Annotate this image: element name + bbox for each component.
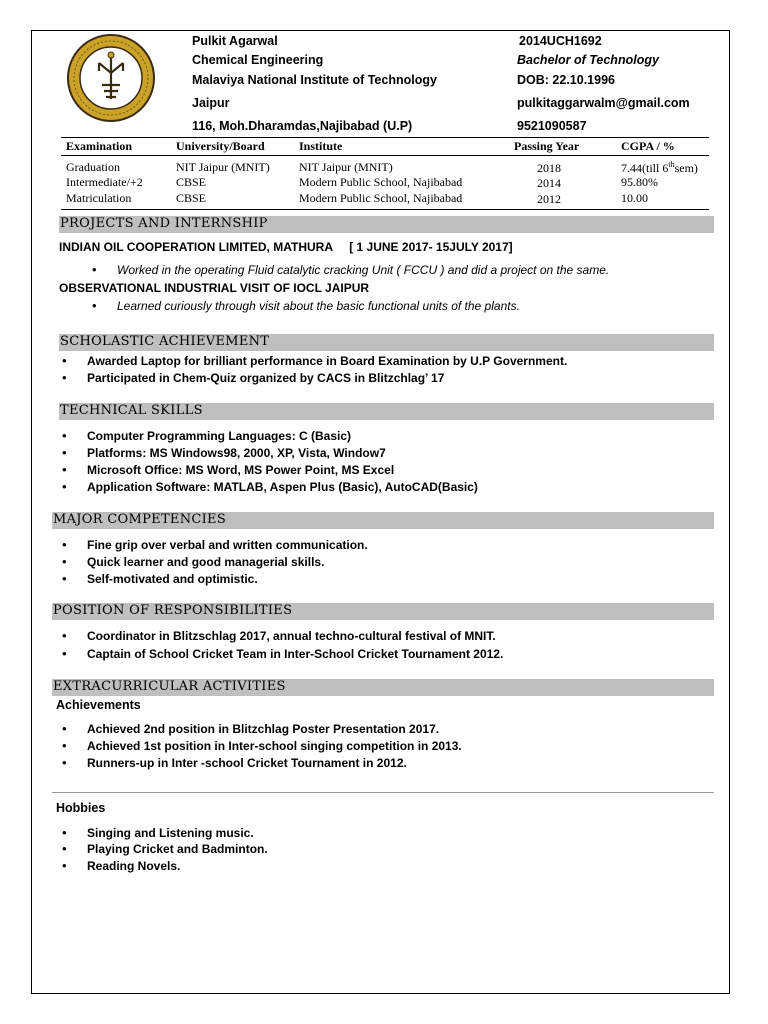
col-institute: Institute <box>299 139 343 153</box>
section-title-extracurricular: EXTRACURRICULAR ACTIVITIES <box>53 679 286 694</box>
cell-exam: Matriculation <box>66 191 132 205</box>
project-heading-iocl-mathura: INDIAN OIL COOPERATION LIMITED, MATHURA [ 1 JUNE 2017- 15JULY 2017] <box>59 240 513 254</box>
mnit-emblem-logo <box>66 33 156 123</box>
cell-institute: Modern Public School, Najibabad <box>299 191 463 205</box>
section-title-responsibilities: POSITION OF RESPONSIBILITIES <box>53 603 293 618</box>
cell-year: 2014 <box>537 176 561 190</box>
table-bottom-rule <box>61 209 709 210</box>
address: 116, Moh.Dharamdas,Najibabad (U.P) <box>192 119 413 133</box>
divider <box>52 792 714 793</box>
table-header-rule <box>61 155 709 156</box>
section-title-scholastic: SCHOLASTIC ACHIEVEMENT <box>60 334 270 349</box>
col-examination: Examination <box>66 139 133 153</box>
phone: 9521090587 <box>517 119 587 133</box>
cell-year: 2012 <box>537 192 561 206</box>
email[interactable]: pulkitaggarwalm@gmail.com <box>517 96 690 110</box>
table-top-rule <box>61 137 709 138</box>
degree: Bachelor of Technology <box>517 53 659 67</box>
section-title-projects: PROJECTS AND INTERNSHIP <box>60 216 268 231</box>
candidate-name: Pulkit Agarwal <box>192 34 278 48</box>
cell-cgpa: 95.80% <box>621 175 658 189</box>
cell-board: CBSE <box>176 175 207 189</box>
dob: DOB: 22.10.1996 <box>517 73 615 87</box>
section-title-technical: TECHNICAL SKILLS <box>60 403 203 418</box>
col-university: University/Board <box>176 139 265 153</box>
cell-exam: Graduation <box>66 160 120 174</box>
col-cgpa: CGPA / % <box>621 139 675 153</box>
project-heading-iocl-jaipur: OBSERVATIONAL INDUSTRIAL VISIT OF IOCL JAIPUR <box>59 281 370 295</box>
cell-cgpa: 7.44(till 6thsem) <box>621 160 698 175</box>
section-title-competencies: MAJOR COMPETENCIES <box>53 512 227 527</box>
cell-institute: Modern Public School, Najibabad <box>299 175 463 189</box>
cell-board: CBSE <box>176 191 207 205</box>
cell-exam: Intermediate/+2 <box>66 175 143 189</box>
col-passing-year: Passing Year <box>514 139 580 153</box>
achievements-label: Achievements <box>56 698 141 712</box>
cell-institute: NIT Jaipur (MNIT) <box>299 160 393 174</box>
hobbies-label: Hobbies <box>56 801 106 815</box>
institute-name: Malaviya National Institute of Technology <box>192 73 437 87</box>
roll-number: 2014UCH1692 <box>519 34 602 48</box>
department: Chemical Engineering <box>192 53 324 67</box>
cell-board: NIT Jaipur (MNIT) <box>176 160 270 174</box>
cell-year: 2018 <box>537 161 561 175</box>
cell-cgpa: 10.00 <box>621 191 648 205</box>
city: Jaipur <box>192 96 230 110</box>
